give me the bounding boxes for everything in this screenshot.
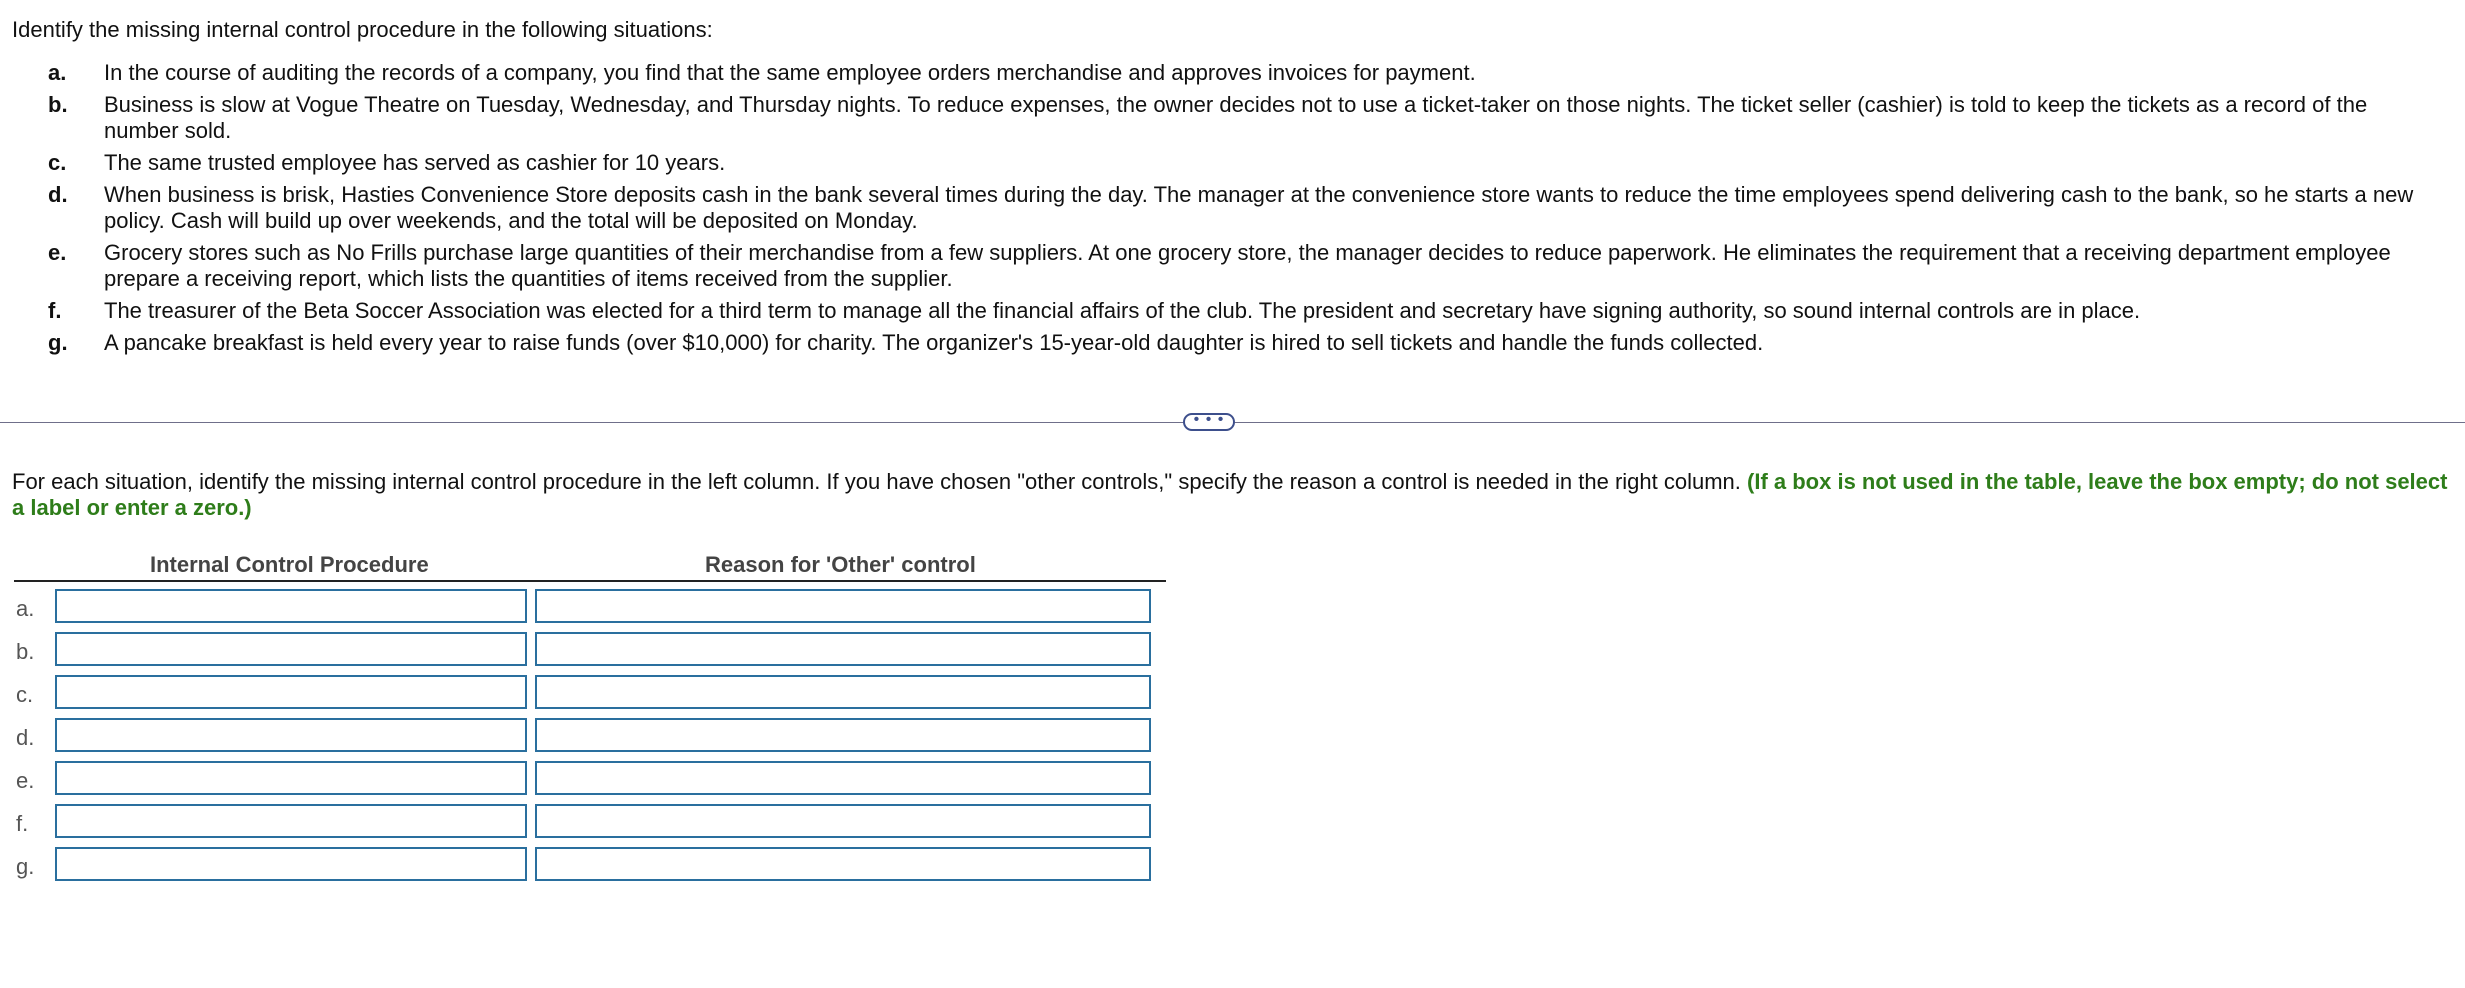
reason-input[interactable] (535, 847, 1151, 881)
column-header-procedure: Internal Control Procedure (150, 552, 429, 577)
situation-item (0, 150, 2440, 176)
answer-row (0, 754, 1166, 797)
answer-table-header (14, 546, 1166, 582)
procedure-input[interactable] (55, 632, 527, 666)
situation-text: Grocery stores such as No Frills purchase large quantities of their merchandise from a few suppliers. At one grocery store, the manager decides to reduce paperwork. He eliminates the requirement that a receiving department employee prepare a receiving report, which lists the quantities of items received from the supplier. (104, 240, 2391, 291)
answer-row (0, 711, 1166, 754)
situation-list (0, 60, 2440, 362)
reason-input[interactable] (535, 589, 1151, 623)
row-label: a. (16, 596, 35, 621)
expand-collapse-button[interactable]: • • • (1183, 413, 1235, 431)
situation-letter: a. (48, 60, 67, 85)
situation-letter: d. (48, 182, 68, 207)
answer-row (0, 668, 1166, 711)
row-label: g. (16, 854, 35, 879)
situation-text: Business is slow at Vogue Theatre on Tuesday, Wednesday, and Thursday nights. To reduce expenses, the owner decides not to use a ticket-taker on those nights. The ticket seller (cashier) is told to keep the tickets as a record of the number sold. (104, 92, 2368, 143)
situation-item (0, 298, 2440, 324)
reason-input[interactable] (535, 761, 1151, 795)
situation-item (0, 182, 2440, 234)
answer-row (0, 582, 1166, 625)
situation-letter: f. (48, 298, 62, 323)
situation-item (0, 240, 2440, 292)
instruction-note: (If a box is not used in the table, leave the box empty; do not select a label or enter a zero.) (12, 469, 2448, 520)
answer-row (0, 797, 1166, 840)
row-label: c. (16, 682, 34, 707)
row-label: e. (16, 768, 35, 793)
instruction-text (12, 469, 2452, 521)
situation-letter: b. (48, 92, 68, 117)
situation-text: When business is brisk, Hasties Convenience Store deposits cash in the bank several times during the day. The manager at the convenience store wants to reduce the time employees spend delivering cash to the bank, so he starts a new policy. Cash will build up over weekends, and the total will be deposited on Monday. (104, 182, 2414, 233)
answer-row (0, 625, 1166, 668)
situation-item (0, 330, 2440, 356)
instruction-main: For each situation, identify the missing internal control procedure in the left column. If you have chosen "other controls," specify the reason a control is needed in the right column. (12, 469, 1748, 494)
reason-input[interactable] (535, 718, 1151, 752)
reason-input[interactable] (535, 675, 1151, 709)
answer-table (0, 546, 1166, 883)
row-label: f. (16, 811, 29, 836)
procedure-input[interactable] (55, 847, 527, 881)
reason-input[interactable] (535, 804, 1151, 838)
answer-row (0, 840, 1166, 883)
procedure-input[interactable] (55, 718, 527, 752)
reason-input[interactable] (535, 632, 1151, 666)
procedure-input[interactable] (55, 589, 527, 623)
situation-letter: c. (48, 150, 67, 175)
situation-text: The treasurer of the Beta Soccer Association was elected for a third term to manage all the financial affairs of the club. The president and secretary have signing authority, so sound internal controls are in place. (104, 298, 2141, 323)
situation-text: A pancake breakfast is held every year to raise funds (over $10,000) for charity. The organizer's 15-year-old daughter is hired to sell tickets and handle the funds collected. (104, 330, 1764, 355)
situation-item (0, 60, 2440, 86)
procedure-input[interactable] (55, 804, 527, 838)
procedure-input[interactable] (55, 675, 527, 709)
situation-item (0, 92, 2440, 144)
situation-letter: e. (48, 240, 67, 265)
situation-letter: g. (48, 330, 68, 355)
situation-text: In the course of auditing the records of a company, you find that the same employee orders merchandise and approves invoices for payment. (104, 60, 1476, 85)
row-label: d. (16, 725, 35, 750)
column-header-reason: Reason for 'Other' control (705, 552, 976, 577)
question-intro: Identify the missing internal control procedure in the following situations: (12, 17, 713, 42)
procedure-input[interactable] (55, 761, 527, 795)
situation-text: The same trusted employee has served as cashier for 10 years. (104, 150, 726, 175)
row-label: b. (16, 639, 35, 664)
